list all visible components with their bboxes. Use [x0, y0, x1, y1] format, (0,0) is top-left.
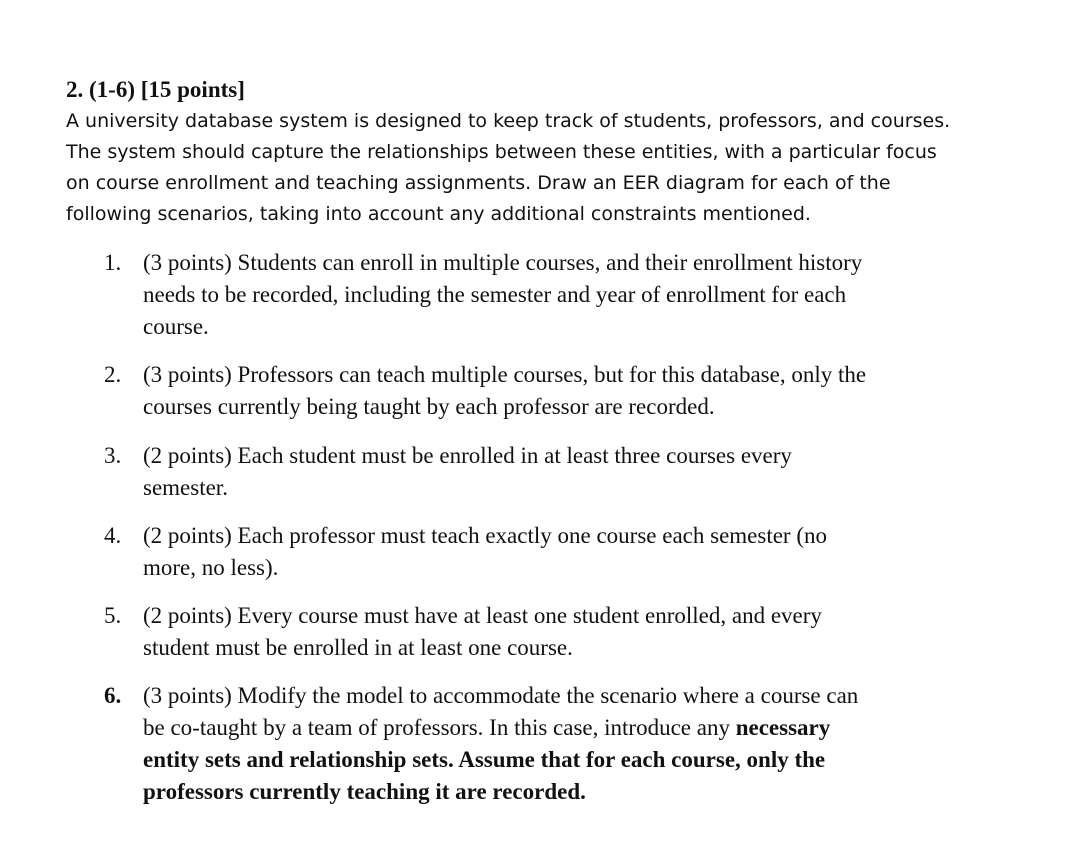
item-line-bold: necessary [735, 715, 831, 740]
item-text [143, 247, 963, 343]
item-text [143, 359, 963, 423]
question-intro [66, 106, 966, 230]
item-line: more, no less). [143, 555, 279, 580]
item-text [143, 440, 963, 504]
item-number: 1. [104, 250, 122, 275]
item-text [143, 600, 963, 664]
item-text [143, 680, 963, 808]
item-line: semester. [143, 475, 228, 500]
item-line: (2 points) Each student must be enrolled in at least three courses every [143, 443, 792, 468]
item-number: 4. [104, 523, 122, 548]
item-line: student must be enrolled in at least one course. [143, 635, 573, 660]
item-number: 5. [104, 603, 122, 628]
item-line [143, 712, 963, 744]
item-line-plain: be co-taught by a team of professors. In this case, introduce any [143, 715, 736, 740]
item-line: needs to be recorded, including the semester and year of enrollment for each [143, 282, 847, 307]
item-number: 3. [104, 443, 122, 468]
item-number: 2. [104, 362, 122, 387]
intro-line: A university database system is designed to keep track of students, professors, and courses. [66, 110, 951, 132]
question-heading: 2. (1-6) [15 points] [66, 77, 245, 102]
item-line: (2 points) Every course must have at least one student enrolled, and every [143, 603, 822, 628]
item-line: courses currently being taught by each professor are recorded. [143, 394, 715, 419]
item-line: (3 points) Professors can teach multiple courses, but for this database, only the [143, 362, 867, 387]
item-line: (3 points) Students can enroll in multiple courses, and their enrollment history [143, 250, 863, 275]
item-line: entity sets and relationship sets. Assume that for each course, only the [143, 747, 826, 772]
intro-line: on course enrollment and teaching assignments. Draw an EER diagram for each of the [66, 172, 891, 194]
item-line: course. [143, 314, 209, 339]
item-line: professors currently teaching it are recorded. [143, 779, 586, 804]
intro-line: The system should capture the relationships between these entities, with a particular focus [66, 141, 937, 163]
item-line: (2 points) Each professor must teach exactly one course each semester (no [143, 523, 827, 548]
item-text [143, 520, 963, 584]
intro-line: following scenarios, taking into account any additional constraints mentioned. [66, 203, 811, 225]
item-number: 6. [104, 683, 122, 708]
item-line: (3 points) Modify the model to accommodate the scenario where a course can [143, 683, 859, 708]
